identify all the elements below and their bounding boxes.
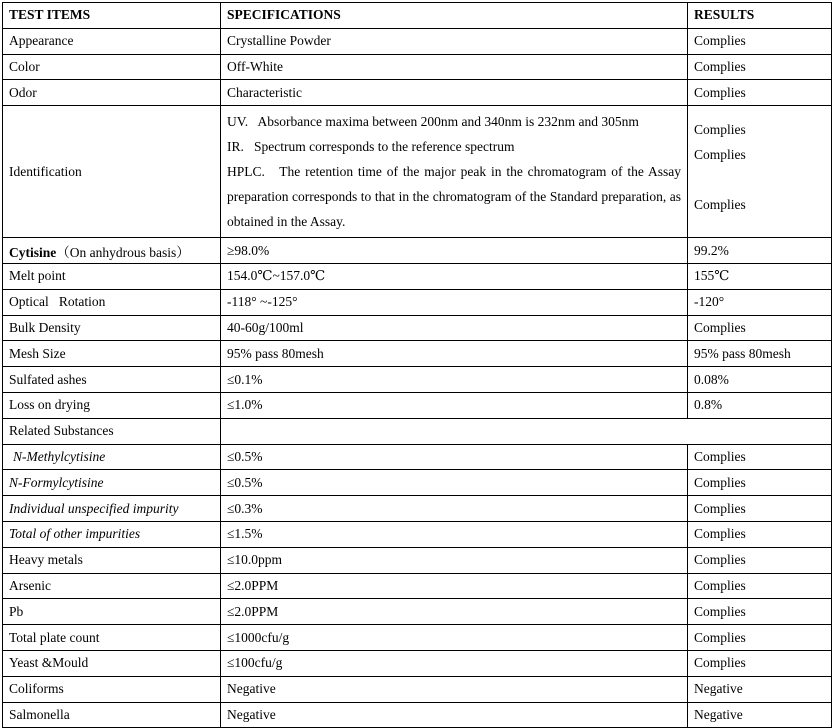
table-row: [3, 341, 832, 367]
test-item: Loss on drying: [3, 392, 221, 418]
result: Complies: [694, 122, 746, 138]
table-row: [3, 470, 832, 496]
specification: ≤10.0ppm: [221, 547, 688, 573]
table-row: [3, 650, 832, 676]
ir-spec: IR. Spectrum corresponds to the reference spectrum: [227, 139, 515, 155]
header-row: [3, 3, 832, 29]
test-item: Salmonella: [3, 702, 221, 728]
table-row: [3, 702, 832, 728]
test-item: Pb: [3, 599, 221, 625]
test-item: Melt point: [3, 263, 221, 289]
table-row: [3, 315, 832, 341]
identification-spec: [221, 106, 688, 238]
result: Complies: [688, 444, 832, 470]
result: Complies: [688, 625, 832, 651]
test-item: Related Substances: [3, 418, 221, 444]
test-item: Yeast &Mould: [3, 650, 221, 676]
table-row: [3, 496, 832, 522]
result: Complies: [688, 315, 832, 341]
specification: Negative: [221, 676, 688, 702]
result: Negative: [688, 676, 832, 702]
result: Complies: [688, 54, 832, 80]
table-row: [3, 521, 832, 547]
table-row: [3, 625, 832, 651]
specification: ≤0.1%: [221, 367, 688, 393]
specification: ≤100cfu/g: [221, 650, 688, 676]
specification: -118° ~-125°: [221, 289, 688, 315]
table-row: [3, 676, 832, 702]
specification: ≥98.0%: [221, 238, 688, 264]
specification: Off-White: [221, 54, 688, 80]
table-row: [3, 238, 832, 264]
result: 155℃: [688, 263, 832, 289]
test-item: Individual unspecified impurity: [3, 496, 221, 522]
header-results: RESULTS: [688, 3, 832, 29]
result: Complies: [688, 599, 832, 625]
result: -120°: [688, 289, 832, 315]
specification: Characteristic: [221, 80, 688, 106]
result: Complies: [688, 80, 832, 106]
result: Complies: [688, 28, 832, 54]
table-row: [3, 392, 832, 418]
result: Complies: [688, 547, 832, 573]
specification: Crystalline Powder: [221, 28, 688, 54]
specification: ≤0.5%: [221, 444, 688, 470]
result: 99.2%: [688, 238, 832, 264]
test-item: Appearance: [3, 28, 221, 54]
table-row: [3, 599, 832, 625]
result: Complies: [688, 496, 832, 522]
specification: 95% pass 80mesh: [221, 341, 688, 367]
related-substances-row: [3, 418, 832, 444]
result: Complies: [688, 573, 832, 599]
table-row: [3, 28, 832, 54]
result: Complies: [688, 650, 832, 676]
specification: ≤1000cfu/g: [221, 625, 688, 651]
table-row: [3, 573, 832, 599]
specification: ≤1.0%: [221, 392, 688, 418]
test-item: Optical Rotation: [3, 289, 221, 315]
test-item: N-Formylcytisine: [3, 470, 221, 496]
result: Complies: [688, 521, 832, 547]
specification: 40-60g/100ml: [221, 315, 688, 341]
test-item: [3, 238, 221, 264]
cytisine-basis: （On anhydrous basis）: [56, 244, 190, 260]
result: Negative: [688, 702, 832, 728]
result: 0.8%: [688, 392, 832, 418]
table-row: [3, 80, 832, 106]
table-row: [3, 54, 832, 80]
specification: ≤0.5%: [221, 470, 688, 496]
test-item: Total plate count: [3, 625, 221, 651]
hplc-spec: HPLC. The retention time of the major peak in the chromatogram of the Assay preparation corresponds to that in the chromatogram of the Standard preparation, as obtained in the Assay.: [227, 164, 685, 230]
specification: ≤2.0PPM: [221, 599, 688, 625]
specification: Negative: [221, 702, 688, 728]
test-item: Identification: [3, 106, 221, 238]
test-item: Bulk Density: [3, 315, 221, 341]
related-substances-blank: [221, 418, 832, 444]
result: 0.08%: [688, 367, 832, 393]
test-item: Odor: [3, 80, 221, 106]
specification: ≤0.3%: [221, 496, 688, 522]
specification-table: [2, 2, 832, 728]
table-row: [3, 547, 832, 573]
specification: ≤1.5%: [221, 521, 688, 547]
table-row: [3, 289, 832, 315]
test-item: Mesh Size: [3, 341, 221, 367]
specification: 154.0℃~157.0℃: [221, 263, 688, 289]
result: Complies: [688, 470, 832, 496]
table-row: [3, 263, 832, 289]
test-item: Heavy metals: [3, 547, 221, 573]
result: Complies: [694, 147, 746, 163]
table-row: [3, 367, 832, 393]
specification: ≤2.0PPM: [221, 573, 688, 599]
header-test-items: TEST ITEMS: [3, 3, 221, 29]
result: 95% pass 80mesh: [688, 341, 832, 367]
test-item: Color: [3, 54, 221, 80]
test-item: Sulfated ashes: [3, 367, 221, 393]
test-item: N-Methylcytisine: [3, 444, 221, 470]
test-item: Arsenic: [3, 573, 221, 599]
identification-results: [688, 106, 832, 238]
table-row: [3, 444, 832, 470]
test-item: Coliforms: [3, 676, 221, 702]
identification-row: [3, 106, 832, 238]
header-specifications: SPECIFICATIONS: [221, 3, 688, 29]
test-item: Total of other impurities: [3, 521, 221, 547]
cytisine-label: Cytisine: [9, 244, 57, 260]
result: Complies: [694, 197, 746, 213]
uv-spec: UV. Absorbance maxima between 200nm and 340nm is 232nm and 305nm: [227, 114, 639, 130]
